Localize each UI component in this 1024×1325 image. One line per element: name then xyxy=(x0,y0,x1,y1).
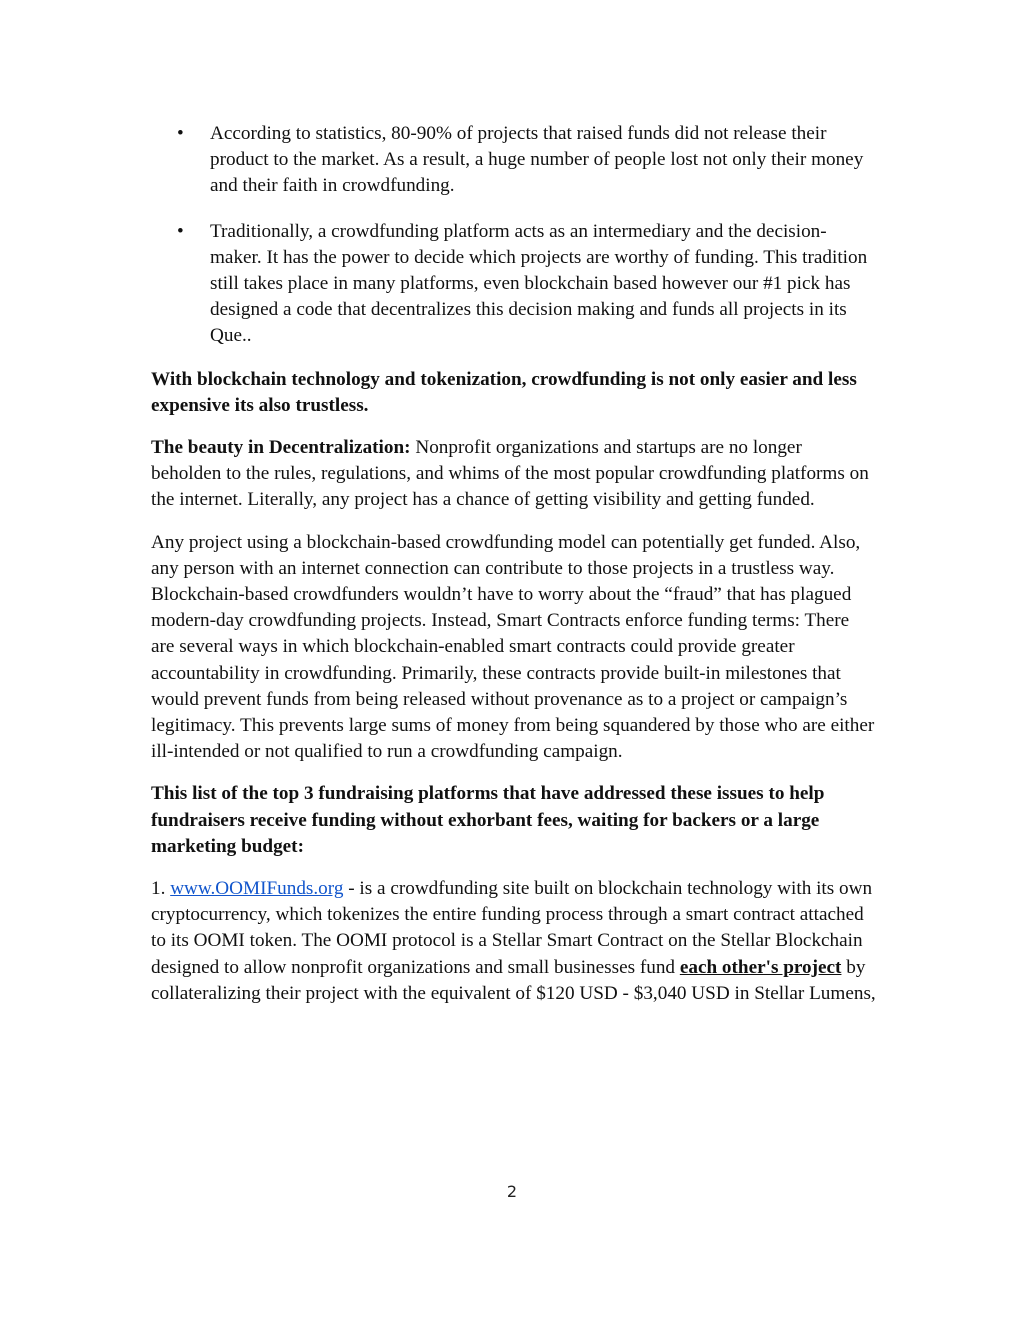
beauty-label: The beauty in Decentralization: xyxy=(151,437,411,459)
beauty-paragraph xyxy=(151,435,876,514)
bullet-text: Traditionally, a crowdfunding platform acts as an intermediary and the decision-maker. It has the power to decide which projects are worthy of funding. This tradition still takes place in many platforms, even blockchain based however our #1 pick has designed a code that decentralizes this decision making and funds all projects in its Que.. xyxy=(210,220,868,347)
item-number: 1. xyxy=(151,878,171,900)
section-heading: With blockchain technology and tokenization, crowdfunding is not only easier and less expensive its also trustless. xyxy=(151,368,857,416)
emphasis-text: each other's project xyxy=(679,956,842,978)
list-heading: This list of the top 3 fundraising platforms that have addressed these issues to help fundraisers receive funding without exhorbant fees, waiting for backers or a large marketing budget: xyxy=(151,783,825,857)
body-paragraph: Any project using a blockchain-based crowdfunding model can potentially get funded. Also, any person with an internet connection can contribute to those projects in a trustless way. Blockchain-based crowdfunders wouldn’t have to worry about the “fraud” that has plagued modern-day crowdfunding projects. Instead, Smart Contracts enforce funding terms: There are several ways in which blockchain-enabled smart contracts could provide greater accountability in crowdfunding. Primarily, these contracts provide built-in milestones that would prevent funds from being released without provenance as to a project or campaign’s legitimacy. This prevents large sums of money from being squandered by those who are either ill-intended or not qualified to run a crowdfunding campaign. xyxy=(151,531,875,763)
list-item-1 xyxy=(151,876,876,1007)
bullet-item xyxy=(151,121,876,200)
page-content xyxy=(151,121,876,1023)
bullet-dot-icon: • xyxy=(177,220,184,242)
bullet-list xyxy=(151,121,876,350)
beauty-text: Nonprofit organizations and startups are no longer beholden to the rules, regulations, and whims of the most popular crowdfunding platforms on the internet. Literally, any project has a chance of getting visibility and getting funded. xyxy=(151,437,869,511)
oomifunds-link[interactable]: www.OOMIFunds.org xyxy=(170,878,344,900)
page-number: 2 xyxy=(506,1182,518,1201)
item-text-a: - is a crowdfunding site built on blockchain technology with its own cryptocurrency, which tokenizes the entire funding process through a smart contract attached to its OOMI token. The OOMI protocol is a Stellar Smart Contract on the Stellar Blockchain designed to allow nonprofit organizations and small businesses fund xyxy=(151,878,873,978)
bullet-dot-icon: • xyxy=(177,123,184,144)
bullet-text: According to statistics, 80-90% of projects that raised funds did not release their product to the market. As a result, a huge number of people lost not only their money and their faith in crowdfunding. xyxy=(210,123,864,197)
bullet-item xyxy=(151,219,876,350)
item-text-b: by collateralizing their project with the equivalent of $120 USD - $3,040 USD in Stellar Lumens, xyxy=(151,956,876,1004)
